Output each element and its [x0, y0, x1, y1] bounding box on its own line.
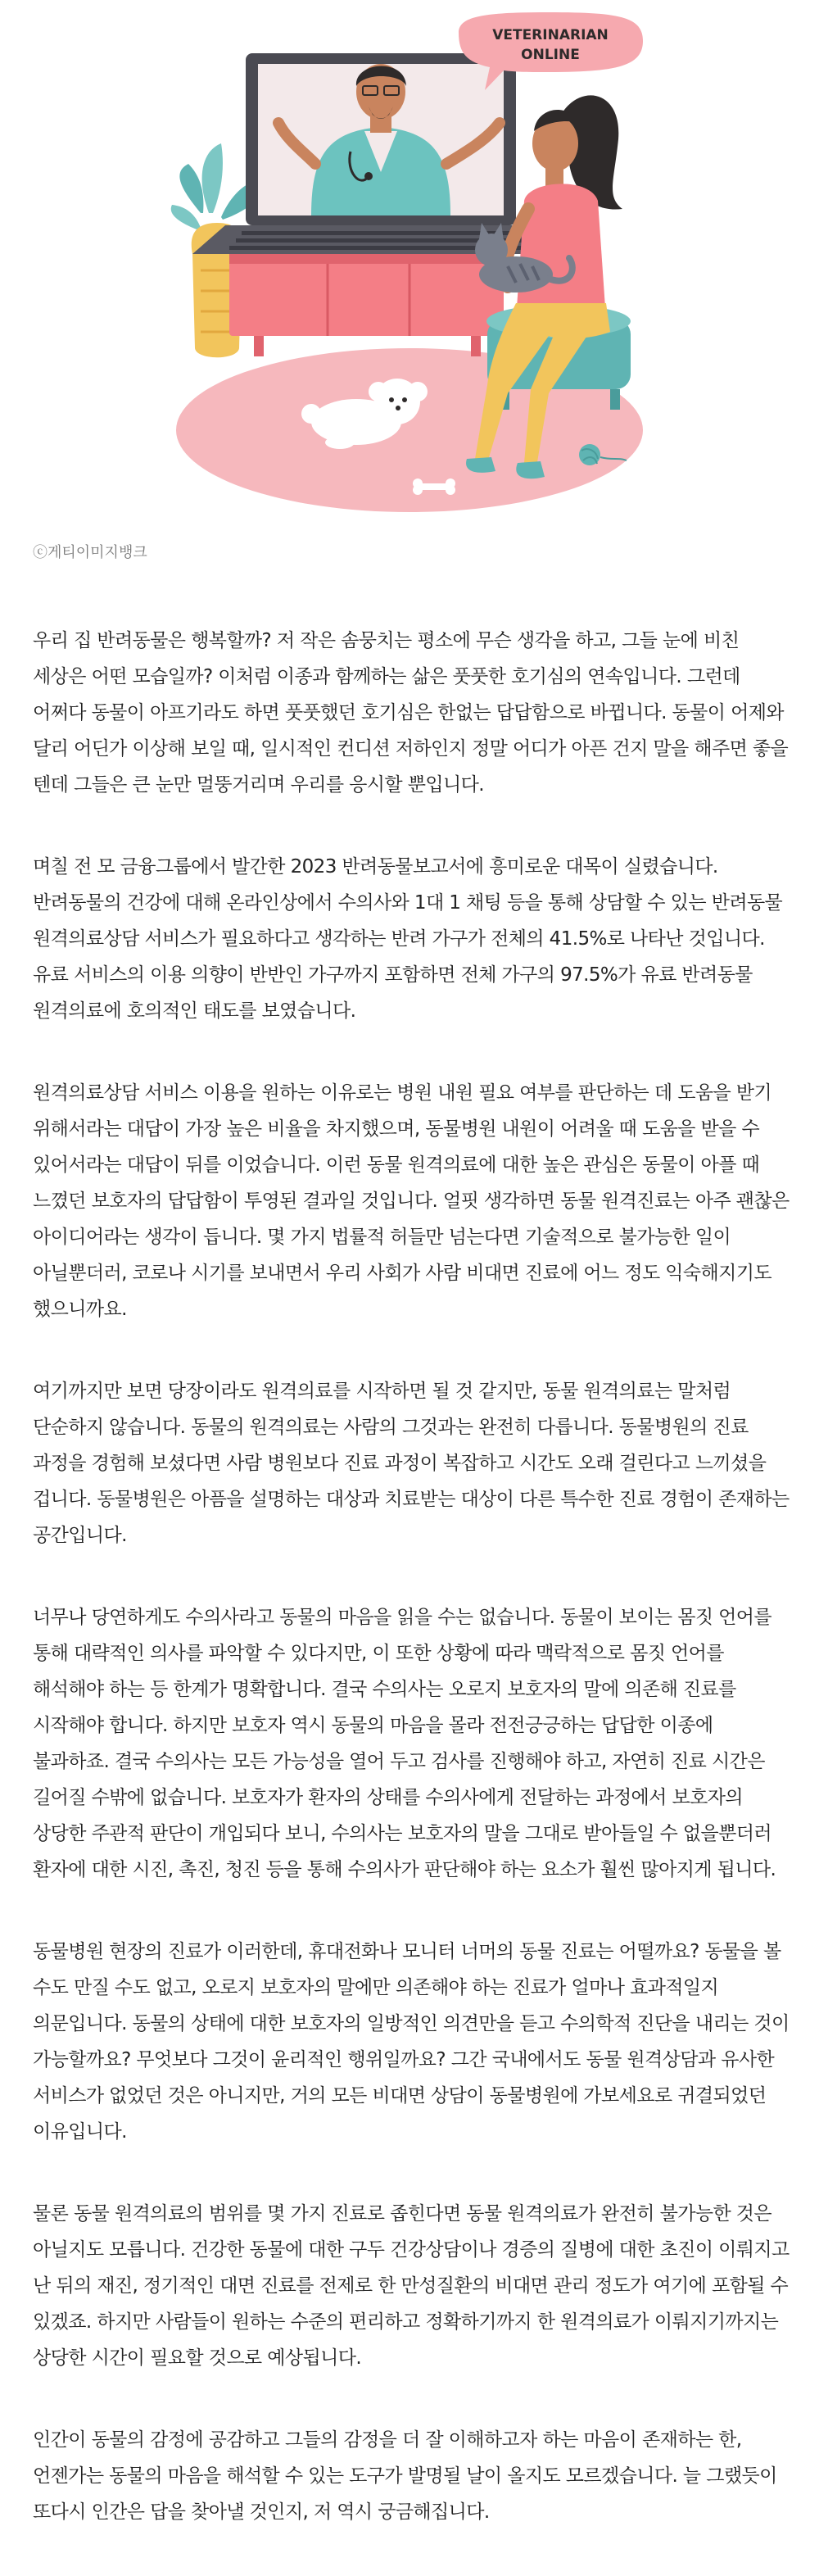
paragraph: 너무나 당연하게도 수의사라고 동물의 마음을 읽을 수는 없습니다. 동물이 보이는 몸짓 언어를 통해 대략적인 의사를 파악할 수 있다지만, 이 또한 상황에 따라 맥락적으로 몸짓 언어를 해석해야 하는 등 한계가 명확합니다. 결국 수의사는 오로지 보호자의 말에 의존해 진료를 시작해야 합니다. 하지만 보호자 역시 동물의 마음을 몰라 전전긍긍하는 답답한 이종에 불과하죠. 결국 수의사는 모든 가능성을 열어 두고 검사를 진행해야 하고, 자연히 진료 시간은 길어질 수밖에 없습니다. 보호자가 환자의 상태를 수의사에게 전달하는 과정에서 보호자의 상당한 주관적 판단이 개입되다 보니, 수의사는 보호자의 말을 그대로 받아들일 수 없을뿐더러 환자에 대한 시진, 촉진, 청진 등을 통해 수의사가 판단해야 하는 요소가 훨씬 많아지게 됩니다. — [33, 1607, 776, 1880]
article-body — [33, 623, 790, 2576]
paragraph: 며칠 전 모 금융그룹에서 발간한 2023 반려동물보고서에 흥미로운 대목이 실렸습니다. 반려동물의 건강에 대해 온라인상에서 수의사와 1대 1 채팅 등을 통해 상담할 수 있는 반려동물 원격의료상담 서비스가 필요하다고 생각하는 반려 가구가 전체의 41.5%로 나타난 것입니다. 유료 서비스의 이용 의향이 반반인 가구까지 포함하면 전체 가구의 97.5%가 유료 반려동물 원격의료에 호의적인 태도를 보였습니다. — [33, 856, 783, 1022]
online-veterinarian-illustration — [164, 8, 655, 516]
bubble-text-line1: VETERINARIAN — [492, 27, 609, 43]
paragraph: 원격의료상담 서비스 이용을 원하는 이유로는 병원 내원 필요 여부를 판단하는 데 도움을 받기 위해서라는 대답이 가장 높은 비율을 차지했으며, 동물병원 내원이 어려울 때 도움을 받을 수 있어서라는 대답이 뒤를 이었습니다. 이런 동물 원격의료에 대한 높은 관심은 동물이 아플 때 느꼈던 보호자의 답답함이 투영된 결과일 것입니다. 얼핏 생각하면 동물 원격진료는 아주 괜찮은 아이디어라는 생각이 듭니다. 몇 가지 법률적 허들만 넘는다면 기술적으로 불가능한 일이 아닐뿐더러, 코로나 시기를 보내면서 우리 사회가 사람 비대면 진료에 어느 정도 익숙해지기도 했으니까요. — [33, 1082, 790, 1320]
image-credit: ⓒ게티이미지뱅크 — [33, 544, 147, 561]
paragraph: 물론 동물 원격의료의 범위를 몇 가지 진료로 좁힌다면 동물 원격의료가 완전히 불가능한 것은 아닐지도 모릅니다. 건강한 동물에 대한 구두 건강상담이나 경증의 질병에 대한 초진이 이뤄지고 난 뒤의 재진, 정기적인 대면 진료를 전제로 한 만성질환의 비대면 관리 정도가 여기에 포함될 수 있겠죠. 하지만 사람들이 원하는 수준의 편리하고 정확하기까지 한 원격의료가 이뤄지기까지는 상당한 시간이 필요할 것으로 예상됩니다. — [33, 2203, 790, 2369]
paragraph: 인간이 동물의 감정에 공감하고 그들의 감정을 더 잘 이해하고자 하는 마음이 존재하는 한, 언젠가는 동물의 마음을 해석할 수 있는 도구가 발명될 날이 올지도 모르겠습니다. 늘 그랬듯이 또다시 인간은 답을 찾아낼 것인지, 저 역시 궁금해집니다. — [33, 2429, 777, 2523]
paragraph: 동물병원 현장의 진료가 이러한데, 휴대전화나 모니터 너머의 동물 진료는 어떨까요? 동물을 볼 수도 만질 수도 없고, 오로지 보호자의 말에만 의존해야 하는 진료가 얼마나 효과적일지 의문입니다. 동물의 상태에 대한 보호자의 일방적인 의견만을 듣고 수의학적 진단을 내리는 것이 가능할까요? 무엇보다 그것이 윤리적인 행위일까요? 그간 국내에서도 동물 원격상담과 유사한 서비스가 없었던 것은 아니지만, 거의 모든 비대면 상담이 동물병원에 가보세요로 귀결되었던 이유입니다. — [33, 1941, 790, 2143]
paragraph: 우리 집 반려동물은 행복할까? 저 작은 솜뭉치는 평소에 무슨 생각을 하고, 그들 눈에 비친 세상은 어떤 모습일까? 이처럼 이종과 함께하는 삶은 풋풋한 호기심의 연속입니다. 그런데 어쩌다 동물이 아프기라도 하면 풋풋했던 호기심은 한없는 답답함으로 바뀝니다. 동물이 어제와 달리 어딘가 이상해 보일 때, 일시적인 컨디션 저하인지 정말 어디가 아픈 건지 말을 해주면 좋을 텐데 그들은 큰 눈만 멀뚱거리며 우리를 응시할 뿐입니다. — [33, 630, 789, 796]
paragraph: 여기까지만 보면 당장이라도 원격의료를 시작하면 될 것 같지만, 동물 원격의료는 말처럼 단순하지 않습니다. 동물의 원격의료는 사람의 그것과는 완전히 다릅니다. 동물병원의 진료 과정을 경험해 보셨다면 사람 병원보다 진료 과정이 복잡하고 시간도 오래 걸린다고 느끼셨을 겁니다. 동물병원은 아픔을 설명하는 대상과 치료받는 대상이 다른 특수한 진료 경험이 존재하는 공간입니다. — [33, 1381, 790, 1546]
bubble-text-line2: ONLINE — [521, 47, 580, 63]
tv-cabinet — [229, 254, 504, 356]
